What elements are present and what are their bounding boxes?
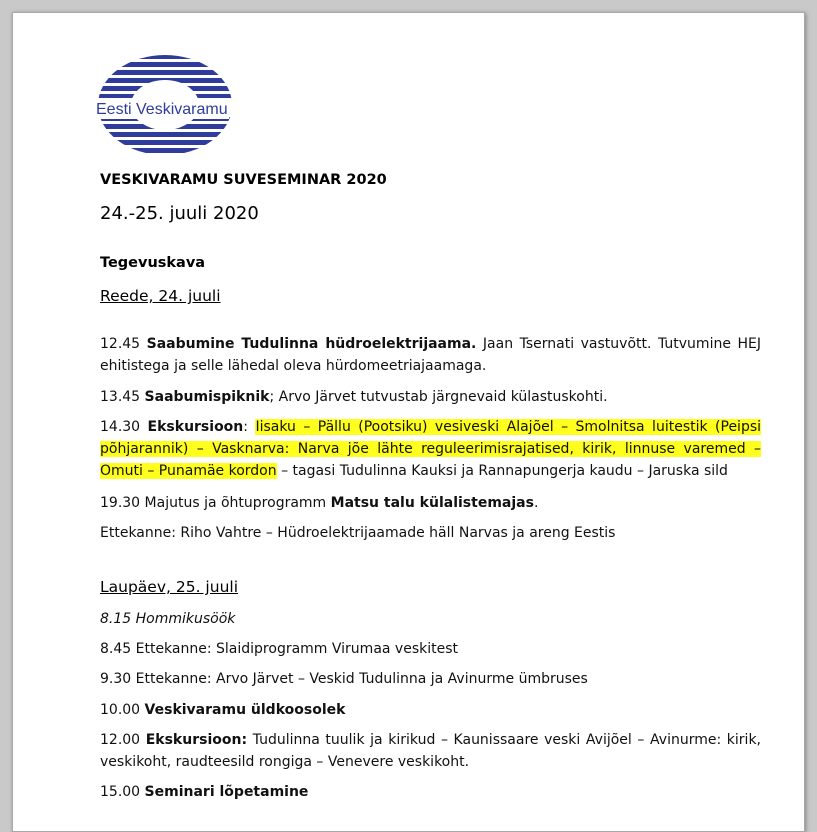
event-dates: 24.-25. juuli 2020: [100, 203, 259, 224]
schedule-item: 8.45 Ettekanne: Slaidiprogramm Virumaa veskitest: [100, 641, 459, 657]
highlighted-route: Iisaku – Pällu (Pootsiku) vesiveski Alajõel – Smolnitsa luitestik (Peipsi põhjarannik) – Vasknarva: Narva jõe lähte reguleerimisrajatised, kirik, linnuse varemed – Omuti – Punamäe kordon: [100, 419, 762, 479]
document-title: VESKIVARAMU SUVESEMINAR 2020: [100, 172, 387, 188]
logo-text: Eesti Veskivaramu: [96, 101, 228, 118]
schedule-item: 9.30 Ettekanne: Arvo Järvet – Veskid Tudulinna ja Avinurme ümbruses: [100, 671, 588, 687]
section-heading: Tegevuskava: [100, 255, 206, 271]
schedule-item: Ettekanne: Riho Vahtre – Hüdroelektrijaamade häll Narvas ja areng Eestis: [100, 525, 616, 541]
schedule-item: 14.30 Ekskursioon: Iisaku – Pällu (Pootsiku) vesiveski Alajõel – Smolnitsa luitestik (Peipsi põhjarannik) – Vasknarva: Narva jõe lähte reguleerimisrajatised, kirik, linnuse varemed – Omuti – Punamäe kordon – tagasi Tudulinna Kauksi ja Rannapungerja kaudu – Jaruska sild: [100, 419, 762, 479]
schedule-item: 8.15 Hommikusöök: [100, 611, 236, 627]
day1-heading: Reede, 24. juuli: [100, 287, 221, 305]
document-page: [12, 12, 805, 832]
schedule-item: 13.45 Saabumispiknik; Arvo Järvet tutvustab järgnevaid külastuskohti.: [100, 389, 608, 405]
schedule-item: 12.00 Ekskursioon: Tudulinna tuulik ja kirikud – Kaunissaare veski Avijõel – Avinurme: kirik, veskikoht, raudteesild rongiga – Venevere veskikoht.: [100, 732, 761, 770]
schedule-item: 12.45 Saabumine Tudulinna hüdroelektrijaama. Jaan Tsernati vastuvõtt. Tutvumine HEJ ehitistega ja selle lähedal oleva hürdomeetriajaamaga.: [100, 336, 761, 374]
day2-heading: Laupäev, 25. juuli: [100, 578, 239, 596]
schedule-item: 10.00 Veskivaramu üldkoosolek: [100, 702, 346, 718]
schedule-item: 19.30 Majutus ja õhtuprogramm Matsu talu külalistemajas.: [100, 495, 539, 511]
schedule-item: 15.00 Seminari lõpetamine: [100, 784, 309, 800]
